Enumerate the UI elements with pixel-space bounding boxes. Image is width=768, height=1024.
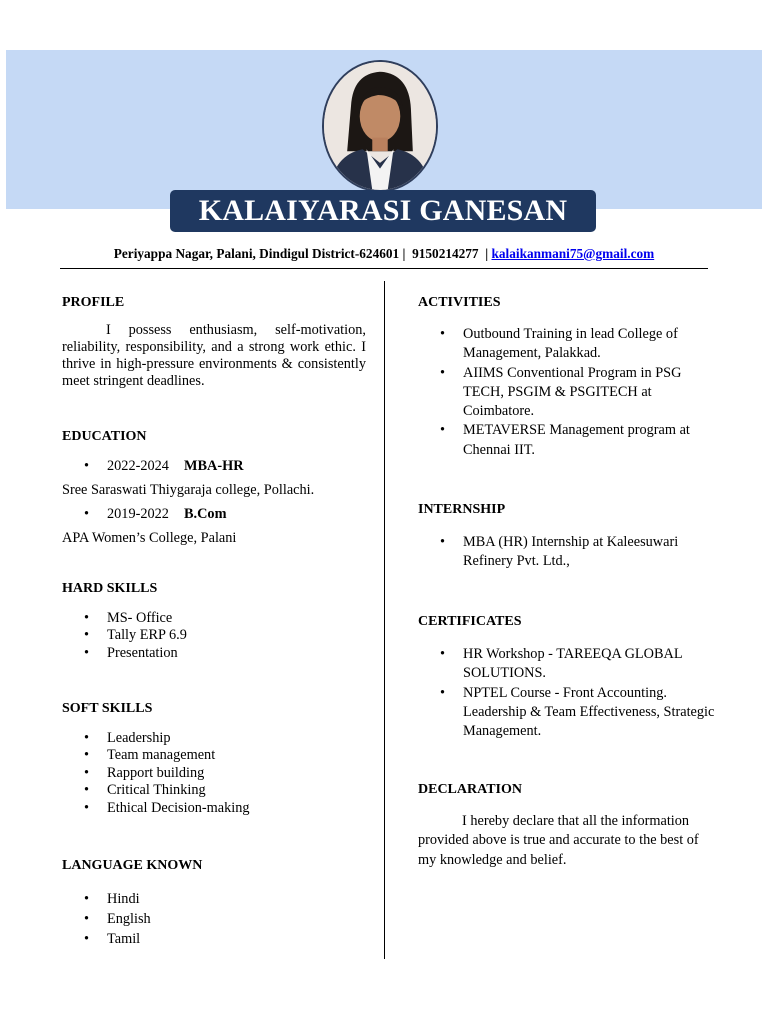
contact-line: [60, 246, 708, 268]
profile-text: I possess enthusiasm, self-motivation, reliability, responsibility, and a strong work ethic. I thrive in high-pressure environments & consistently meet stringent deadlines.: [62, 322, 366, 389]
list-item: • MS- Office: [62, 610, 187, 627]
candidate-name: KALAIYARASI GANESAN: [198, 194, 568, 227]
education-years: 2019-2022: [107, 506, 169, 522]
profile-heading: PROFILE: [62, 295, 125, 310]
education-institution: Sree Saraswati Thiygaraja college, Pollachi.: [62, 482, 315, 498]
list-item: • AIIMS Conventional Program in PSG TECH, PSGIM & PSGITECH at Coimbatore.: [418, 364, 718, 422]
list-item: • Critical Thinking: [62, 782, 250, 799]
list-item: • Presentation: [62, 645, 187, 662]
list-item: • HR Workshop - TAREEQA GLOBAL SOLUTIONS.: [418, 645, 718, 684]
certificates-list: [418, 645, 718, 741]
list-item: • Leadership: [62, 730, 250, 747]
languages-list: [62, 889, 151, 949]
internship-heading: INTERNSHIP: [418, 502, 506, 517]
declaration-text: I hereby declare that all the information provided above is true and accurate to the best of my knowledge and belief.: [418, 813, 699, 868]
separator: |: [485, 246, 489, 261]
email-link[interactable]: kalaikanmani75@gmail.com: [491, 246, 655, 261]
activities-list: [418, 325, 718, 460]
education-degree: MBA-HR: [184, 458, 244, 474]
soft-skills-list: [62, 730, 250, 817]
separator: |: [402, 246, 406, 261]
education-years: 2022-2024: [107, 458, 169, 474]
list-item: • Hindi: [62, 889, 151, 909]
resume-page: KALAIYARASI GANESAN Periyappa Nagar, Palani, Dindigul District-624601 | 9150214277 | kalaikanmani75@gmail.com PROFILE I possess enthusiasm, self-motivation, reliability, responsibility, and a strong work ethic. I thrive in high-pressure environments & consistently meet stringent deadlines. EDUCATION • 2022-2024 MBA-HR Sree Saraswati Thiygaraja college, Pollachi. • 2019-2022 B.Com APA Women’s College, Palani HARD SKILLS • MS- Office • Tally ERP 6.9 • Presentation SOFT SKILLS • Leadership • Team management • Rapport building • Critical Thinking • Ethical Decision-making LANGUAGE KNOWN • Hindi • English • Tamil ACTIVITIES • Outbound Training in lead College of Management, Palakkad. • AIIMS Conventional Program in PSG TECH, PSGIM & PSGITECH at Coimbatore. • METAVERSE Management program at Chennai IIT. INTERNSHIP • MBA (HR) Internship at Kaleesuwari Refinery Pvt. Ltd., CERTIFICATES • HR Workshop - TAREEQA GLOBAL SOLUTIONS. • NPTEL Course - Front Accounting. Leadership & Team Effectiveness, Strategic Management. DECLARATION I hereby declare that all the information provided above is true and accurate to the best of my knowledge and belief.: [0, 0, 768, 1024]
list-item: • Tally ERP 6.9: [62, 627, 187, 644]
column-divider: [384, 281, 385, 959]
list-item: • Rapport building: [62, 765, 250, 782]
internship-list: [418, 533, 718, 572]
certificates-heading: CERTIFICATES: [418, 614, 522, 629]
education-heading: EDUCATION: [62, 429, 147, 444]
list-item: • Ethical Decision-making: [62, 800, 250, 817]
languages-heading: LANGUAGE KNOWN: [62, 858, 203, 873]
phone-text: 9150214277: [412, 246, 479, 261]
declaration-heading: DECLARATION: [418, 782, 522, 797]
list-item: • English: [62, 909, 151, 929]
activities-heading: ACTIVITIES: [418, 295, 501, 310]
list-item: • METAVERSE Management program at Chennai IIT.: [418, 421, 718, 460]
hard-skills-list: [62, 610, 187, 662]
contact-divider: [60, 268, 708, 269]
profile-photo: [322, 60, 438, 192]
list-item: • Outbound Training in lead College of Management, Palakkad.: [418, 325, 718, 364]
soft-skills-heading: SOFT SKILLS: [62, 701, 153, 716]
list-item: • MBA (HR) Internship at Kaleesuwari Refinery Pvt. Ltd.,: [418, 533, 718, 572]
education-institution: APA Women’s College, Palani: [62, 530, 237, 546]
education-degree: B.Com: [184, 506, 227, 522]
name-banner: [170, 190, 596, 232]
list-item: • Team management: [62, 747, 250, 764]
hard-skills-heading: HARD SKILLS: [62, 581, 158, 596]
list-item: • Tamil: [62, 929, 151, 949]
list-item: • NPTEL Course - Front Accounting. Leadership & Team Effectiveness, Strategic Management.: [418, 684, 718, 742]
address-text: Periyappa Nagar, Palani, Dindigul District-624601: [113, 246, 400, 261]
